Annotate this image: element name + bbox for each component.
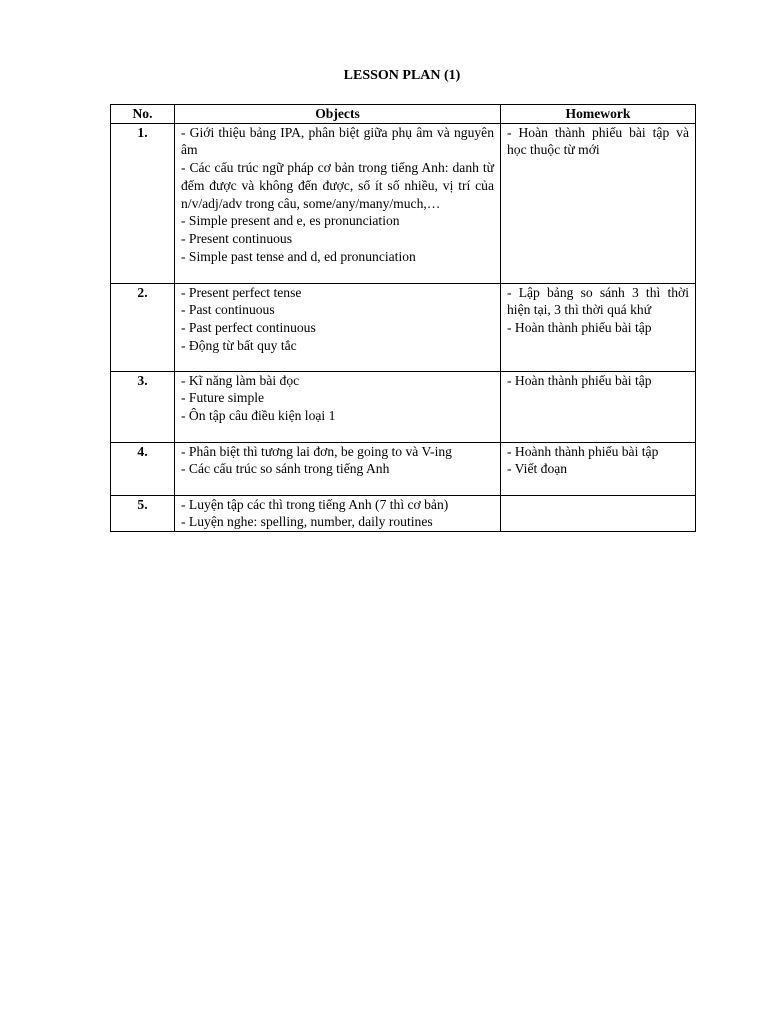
- homework-item: - Viết đoạn: [507, 461, 568, 477]
- table-row: [111, 123, 696, 283]
- homework-cell: [501, 123, 696, 283]
- homework-cell: [501, 283, 696, 371]
- row-number: 3.: [111, 371, 175, 442]
- lesson-plan-table: [110, 104, 696, 532]
- homework-item: - Hoàn thành phiếu bài tập: [507, 372, 652, 388]
- objects-item: - Past perfect continuous: [181, 320, 316, 336]
- homework-cell: [501, 495, 696, 531]
- objects-item: - Luyện nghe: spelling, number, daily routines: [181, 514, 433, 530]
- header-homework: Homework: [501, 105, 696, 124]
- objects-cell: [175, 371, 501, 442]
- objects-item: - Simple present and e, es pronunciation: [181, 213, 400, 229]
- page-title: LESSON PLAN (1): [343, 68, 461, 83]
- header-objects: Objects: [175, 105, 501, 124]
- objects-item: - Động từ bất quy tắc: [181, 337, 297, 353]
- table-row: [111, 495, 696, 531]
- header-no: No.: [111, 105, 175, 124]
- objects-item: - Ôn tập câu điều kiện loại 1: [181, 408, 336, 424]
- row-number: 2.: [111, 283, 175, 371]
- homework-cell: [501, 442, 696, 495]
- homework-item: - Lập bảng so sánh 3 thì thời hiện tại, 3 thì thời quá khứ: [507, 284, 689, 318]
- homework-item: - Hoàn thành phiếu bài tập: [507, 320, 652, 336]
- table-row: [111, 283, 696, 371]
- objects-item: - Kĩ năng làm bài đọc: [181, 372, 300, 388]
- objects-cell: [175, 123, 501, 283]
- objects-item: - Các cấu trúc so sánh trong tiếng Anh: [181, 461, 390, 477]
- homework-item: - Hoàn thành phiếu bài tập và học thuộc từ mới: [507, 124, 689, 158]
- objects-cell: [175, 495, 501, 531]
- objects-item: - Present continuous: [181, 230, 293, 246]
- objects-item: - Các cấu trúc ngữ pháp cơ bản trong tiếng Anh: danh từ đếm được và không đến được, số ít số nhiều, vị trí của n/v/adj/adv trong câu, some/any/many/much,…: [181, 160, 494, 211]
- row-number: 4.: [111, 442, 175, 495]
- row-number: 1.: [111, 123, 175, 283]
- table-header-row: [111, 105, 696, 124]
- objects-item: - Simple past tense and d, ed pronunciation: [181, 248, 416, 264]
- objects-cell: [175, 442, 501, 495]
- row-number: 5.: [111, 495, 175, 531]
- objects-item: - Future simple: [181, 390, 265, 406]
- objects-item: - Luyện tập các thì trong tiếng Anh (7 thì cơ bản): [181, 496, 449, 512]
- objects-cell: [175, 283, 501, 371]
- homework-cell: [501, 371, 696, 442]
- objects-item: - Phân biệt thì tương lai đơn, be going to và V-ing: [181, 443, 452, 459]
- objects-item: - Past continuous: [181, 302, 275, 318]
- objects-item: - Present perfect tense: [181, 284, 302, 300]
- objects-item: - Giới thiệu bảng IPA, phân biệt giữa phụ âm và nguyên âm: [181, 124, 494, 158]
- table-row: [111, 371, 696, 442]
- table-row: [111, 442, 696, 495]
- homework-item: - Hoành thành phiếu bài tập: [507, 443, 659, 459]
